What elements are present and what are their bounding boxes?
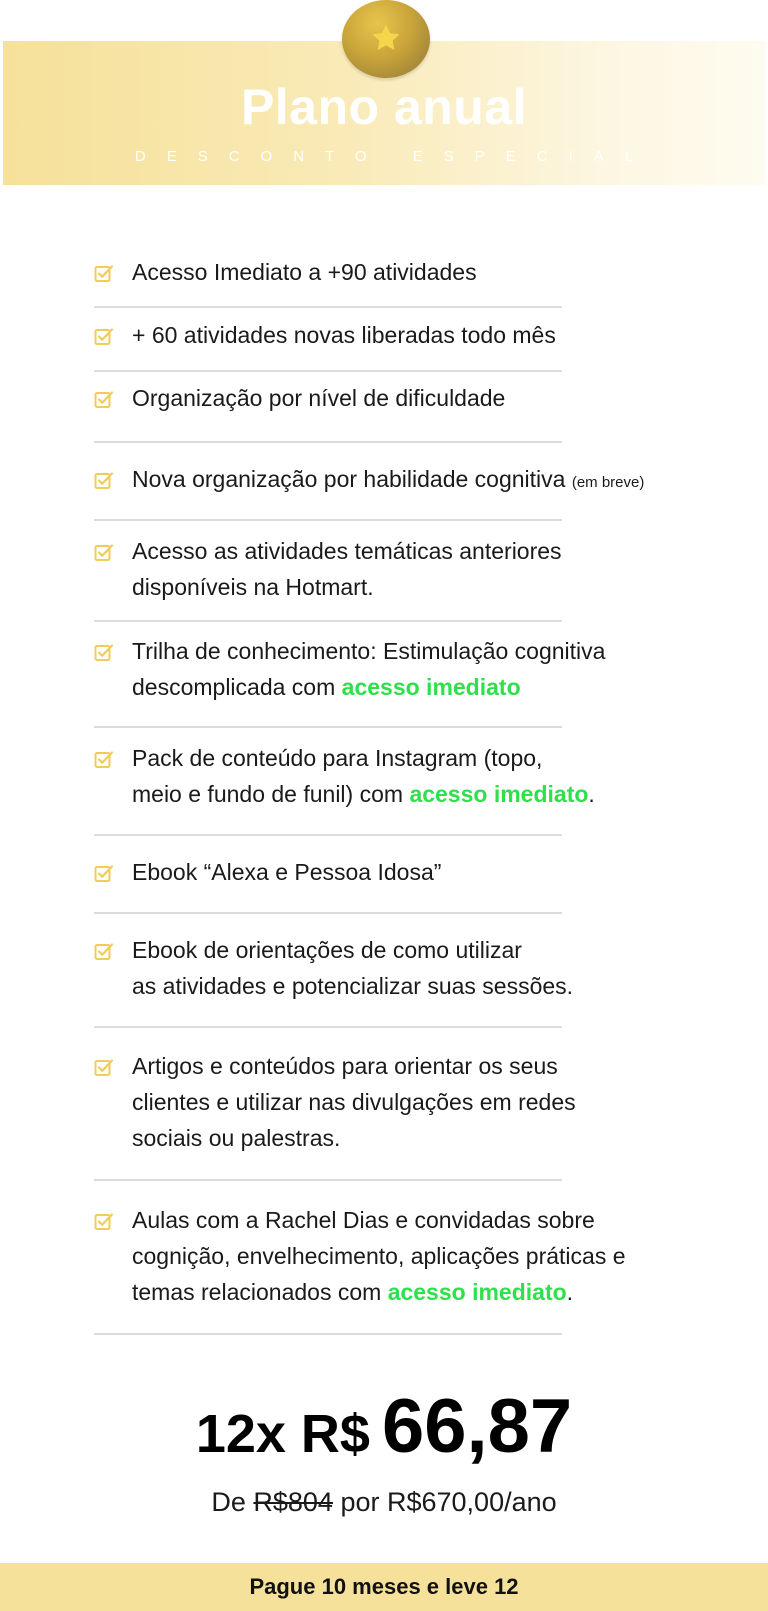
old-price: R$804 [253,1487,333,1517]
feature-divider [94,1179,562,1181]
price-installments: 12x R$ [195,1404,370,1464]
feature-text-tail: . [588,781,595,807]
price-note [0,1487,768,1518]
checkbox-icon [94,264,114,284]
feature-text-line: clientes e utilizar nas divulgações em redes [132,1089,576,1115]
medal-badge [342,0,430,78]
promo-footer-banner [0,1563,768,1611]
feature-divider [94,834,562,836]
feature-text-line: Aulas com a Rachel Dias e convidadas sobre [132,1207,595,1233]
feature-divider [94,1026,562,1028]
checkbox-icon [94,1212,114,1232]
price-display [0,1383,768,1470]
checkbox-icon [94,543,114,563]
feature-text-line: descomplicada com [132,674,336,700]
feature-text: Ebook “Alexa e Pessoa Idosa” [132,859,442,885]
checkbox-icon [94,942,114,962]
feature-text-line: sociais ou palestras. [132,1125,341,1151]
plan-title: Plano anual [240,79,528,135]
checkbox-icon [94,471,114,491]
checkbox-icon [94,750,114,770]
highlight-text: acesso imediato [387,1279,567,1305]
checkbox-icon [94,390,114,410]
feature-divider [94,620,562,622]
promo-footer-text: Pague 10 meses e leve 12 [249,1574,519,1599]
feature-text: + 60 atividades novas liberadas todo mês [132,322,556,348]
feature-text-line: Ebook de orientações de como utilizar [132,937,522,963]
feature-text-line: disponíveis na Hotmart. [132,574,374,600]
feature-divider [94,441,562,443]
feature-divider [94,519,562,521]
plan-subtitle: DESCONTO ESPECIAL [134,148,655,165]
feature-text: Acesso Imediato a +90 atividades [132,259,477,285]
feature-text: Organização por nível de dificuldade [132,385,506,411]
feature-text-line: Artigos e conteúdos para orientar os seus [132,1053,558,1079]
feature-note: (em breve) [571,474,645,491]
feature-text-line: as atividades e potencializar suas sessões. [132,973,574,999]
price-amount: 66,87 [381,1384,573,1469]
feature-text-line: Trilha de conhecimento: Estimulação cognitiva [132,638,606,664]
checkbox-icon [94,1058,114,1078]
checkbox-icon [94,643,114,663]
feature-divider [94,306,562,308]
feature-text: Nova organização por habilidade cognitiva [132,466,566,492]
feature-text-line: meio e fundo de funil) com [132,781,404,807]
feature-divider [94,370,562,372]
feature-divider [94,1333,562,1335]
feature-text-line: cognição, envelhecimento, aplicações práticas e [132,1243,626,1269]
checkbox-icon [94,327,114,347]
price-per-label: por R$670,00/ano [340,1487,557,1517]
star-icon [369,21,403,55]
feature-divider [94,726,562,728]
checkbox-icon [94,864,114,884]
feature-text-line: Acesso as atividades temáticas anteriores [132,538,562,564]
feature-divider [94,912,562,914]
highlight-text: acesso imediato [409,781,589,807]
feature-text-line: temas relacionados com [132,1279,382,1305]
price-from-label: De [211,1487,246,1517]
highlight-text: acesso imediato [341,674,521,700]
feature-text-tail: . [566,1279,574,1305]
feature-text-line: Pack de conteúdo para Instagram (topo, [132,745,543,771]
